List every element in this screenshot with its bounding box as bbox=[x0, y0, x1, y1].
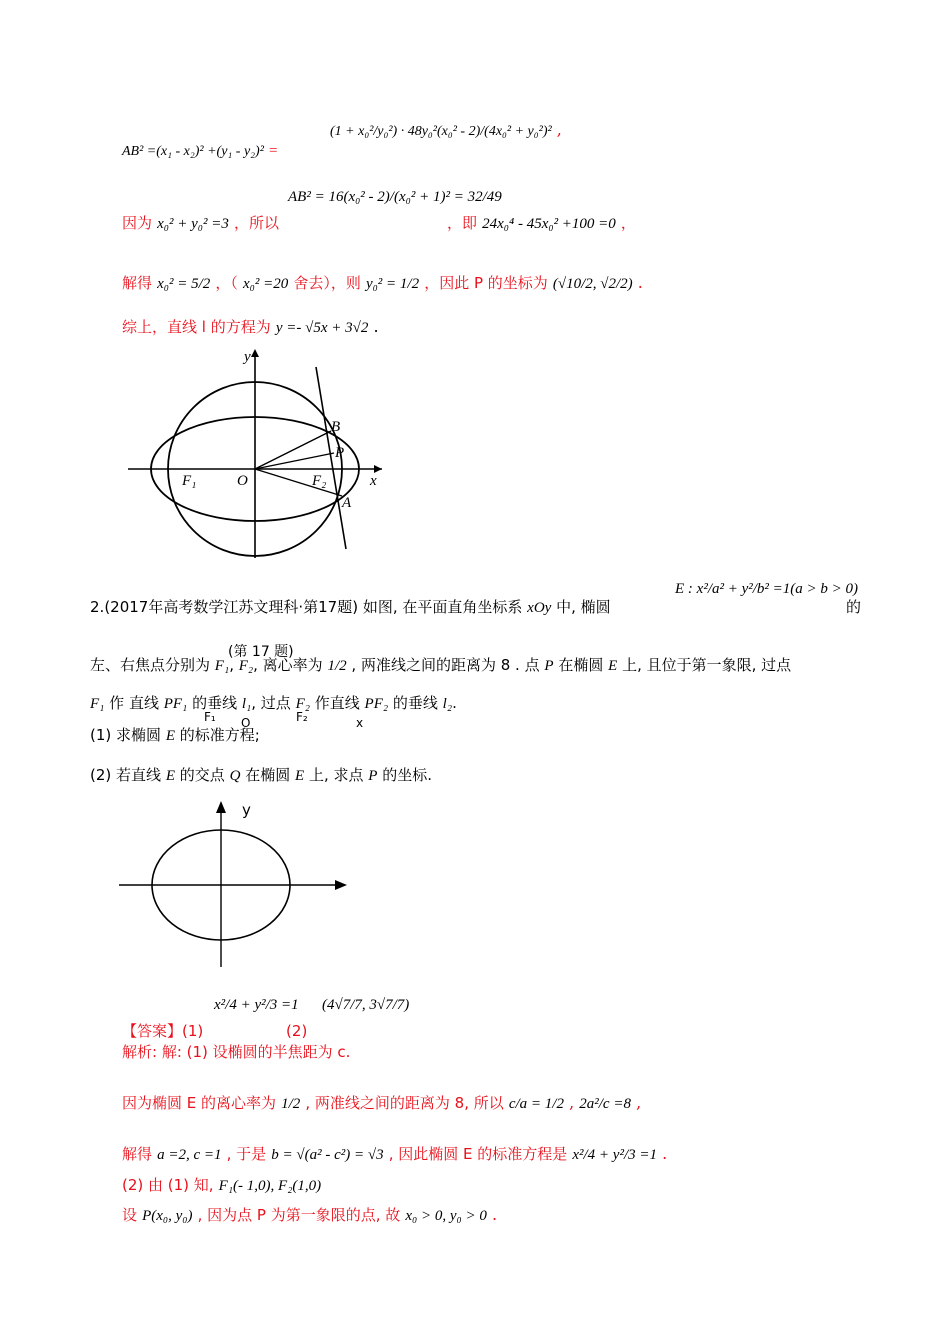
line-l2: l₂ bbox=[442, 696, 453, 712]
analysis-2-a: 因为椭圆 E 的离心率为 bbox=[122, 1094, 277, 1112]
hence-text: ，因此 P 的坐标为 bbox=[424, 274, 548, 292]
question-1 bbox=[90, 724, 260, 745]
question-2-e: E bbox=[165, 768, 175, 784]
quartic-eq: 24x₀⁴ - 45x₀² +100 =0 bbox=[482, 216, 616, 232]
figure2-label-y: y bbox=[242, 801, 251, 819]
analysis-4-foci: F₁(- 1,0), F₂(1,0) bbox=[218, 1178, 322, 1194]
problem-line3-c: , 过点 bbox=[251, 694, 291, 712]
answer-part2: (2) bbox=[286, 1022, 308, 1040]
analysis-2-b: , 两准线之间的距离为 8, 所以 bbox=[305, 1094, 504, 1112]
x0-squared-alt: x₀² =20 bbox=[242, 276, 289, 292]
question-2-b: 的交点 bbox=[179, 766, 225, 784]
x0-squared: x₀² = 5/2 bbox=[157, 276, 211, 292]
analysis-3-b: , 于是 bbox=[226, 1145, 267, 1163]
line3-f1: F₁ bbox=[90, 696, 105, 712]
analysis-5-b: , 因为点 P 为第一象限的点, 故 bbox=[197, 1206, 401, 1224]
question-1-e: E bbox=[165, 728, 175, 744]
figure1-label-b: B bbox=[331, 419, 341, 435]
solve-text: 解得 bbox=[122, 274, 153, 292]
figure1-label-f2: F₂ bbox=[312, 473, 327, 489]
problem-number: 2. bbox=[90, 598, 105, 616]
summary-line bbox=[122, 316, 379, 337]
ie-text: ，即 bbox=[447, 214, 478, 232]
analysis-3-b-eq: b = √(a² - c²) = √3 bbox=[271, 1147, 384, 1163]
coord-system: xOy bbox=[527, 600, 552, 616]
stray-label-o: O bbox=[241, 716, 251, 730]
ab-squared-rhs bbox=[330, 120, 562, 140]
summary-tail: . bbox=[373, 317, 379, 336]
ab-squared-equals: = bbox=[268, 143, 278, 159]
focus-f2: F₂ bbox=[238, 658, 254, 674]
question-1-a: (1) 求椭圆 bbox=[90, 726, 162, 744]
quartic-tail: ， bbox=[620, 214, 636, 232]
question-2-a: (2) 若直线 bbox=[90, 766, 162, 784]
figure-2-ellipse bbox=[115, 795, 355, 970]
ellipse-e: E bbox=[608, 658, 618, 674]
ab-squared-line bbox=[122, 140, 277, 160]
line-l1: l₁ bbox=[241, 696, 252, 712]
stray-label-f1: F₁ bbox=[204, 710, 216, 724]
analysis-3-a: 解得 bbox=[122, 1145, 153, 1163]
eccentricity: 1/2 bbox=[327, 658, 347, 674]
problem-comma: , bbox=[229, 656, 234, 674]
problem-intro-b: 中, 椭圆 bbox=[556, 598, 611, 616]
solve-line bbox=[122, 272, 643, 293]
figure1-segment-op bbox=[255, 453, 334, 469]
figure1-segment-ob bbox=[255, 431, 331, 469]
analysis-2-comma: , bbox=[569, 1093, 575, 1112]
because-line bbox=[122, 212, 279, 233]
analysis-3-c: , 因此椭圆 E 的标准方程是 bbox=[388, 1145, 568, 1163]
stray-label-x: x bbox=[356, 716, 364, 730]
figure2-y-arrow bbox=[216, 801, 226, 813]
analysis-5-a: 设 bbox=[122, 1206, 138, 1224]
ellipse-definition-eq: E : x²/a² + y²/b² =1(a > b > 0) bbox=[675, 581, 859, 597]
question-2-d: 上, 求点 bbox=[308, 766, 364, 784]
analysis-line-3 bbox=[122, 1143, 667, 1164]
constraint-eq: x₀² + y₀² =3 bbox=[157, 216, 229, 232]
ab-squared-lhs: AB² =(x₁ - x₂)² +(y₁ - y₂)² bbox=[122, 144, 264, 159]
problem-line3-f: . bbox=[452, 694, 457, 712]
point-p: P bbox=[544, 658, 554, 674]
summary-text: 综上，直线 l 的方程为 bbox=[122, 318, 271, 336]
problem-line-1 bbox=[90, 596, 611, 617]
answer-coord: (4√7/7, 3√7/7) bbox=[322, 997, 410, 1013]
analysis-4-a: (2) 由 (1) 知, bbox=[122, 1176, 214, 1194]
analysis-2-ecc: 1/2 bbox=[281, 1096, 301, 1112]
figure1-segment-oa bbox=[255, 469, 342, 496]
because-text: 因为 bbox=[122, 214, 153, 232]
analysis-line: 解析: 解: (1) 设椭圆的半焦距为 c. bbox=[122, 1043, 351, 1061]
problem-line3-b: 的垂线 bbox=[192, 694, 238, 712]
figure1-y-arrow bbox=[251, 349, 259, 357]
ab2-value-eq: AB² = 16(x₀² - 2)/(x₀² + 1)² = 32/49 bbox=[288, 189, 502, 205]
p-coordinate: (√10/2, √2/2) bbox=[552, 276, 633, 292]
figure-caption-overlap: (第 17 题) bbox=[228, 644, 294, 660]
analysis-3-eq: x²/4 + y²/3 =1 bbox=[572, 1147, 657, 1163]
figure1-label-f1: F₁ bbox=[182, 473, 197, 489]
discard-text: 舍去），则 bbox=[293, 274, 361, 292]
question-2-f: 的坐标. bbox=[382, 766, 432, 784]
line3-f2: F₂ bbox=[295, 696, 310, 712]
answer-eq1: x²/4 + y²/3 =1 bbox=[214, 997, 299, 1013]
analysis-5-tail: . bbox=[491, 1205, 498, 1224]
period: . bbox=[637, 273, 643, 292]
answer-tag: 【答案】 bbox=[122, 1022, 183, 1040]
problem-line-3 bbox=[90, 692, 457, 713]
problem-line2-d: 在椭圆 bbox=[558, 656, 604, 674]
analysis-2-eq1: c/a = 1/2 bbox=[508, 1096, 564, 1112]
question-1-b: 的标准方程; bbox=[179, 726, 260, 744]
ab-squared-comma: , bbox=[556, 120, 562, 139]
line-equation: y =- √5x + 3√2 bbox=[275, 320, 369, 336]
figure-1-ellipse-circle bbox=[120, 345, 390, 560]
ellipse-definition bbox=[675, 578, 858, 598]
focus-f1: F₁ bbox=[214, 658, 230, 674]
ab-squared-rhs-expr: (1 + x₀²/y₀²) · 48y₀²(x₀² - 2)/(4x₀² + y₀²)² bbox=[330, 124, 552, 139]
problem-line2-a: 左、右焦点分别为 bbox=[90, 656, 211, 674]
answer-equation-1 bbox=[214, 994, 299, 1014]
problem-line3-a: 作 直线 bbox=[109, 694, 159, 712]
figure1-x-arrow bbox=[374, 465, 382, 473]
quartic-line bbox=[447, 212, 636, 233]
question-2-p: P bbox=[368, 768, 378, 784]
problem-intro-a: 如图, 在平面直角坐标系 bbox=[362, 598, 523, 616]
answer-line bbox=[122, 1020, 307, 1041]
answer-coordinate bbox=[322, 994, 409, 1014]
figure1-label-x: x bbox=[370, 473, 377, 489]
analysis-3-tail: . bbox=[662, 1144, 668, 1163]
figure1-label-y: y bbox=[244, 349, 251, 365]
segment-pf2: PF₂ bbox=[364, 696, 389, 712]
so-text: ，所以 bbox=[233, 214, 279, 232]
figure1-label-p: P bbox=[335, 445, 345, 461]
figure2-x-arrow bbox=[335, 880, 347, 890]
problem-source: (2017年高考数学江苏文理科·第17题) bbox=[104, 598, 359, 616]
problem-line3-e: 的垂线 bbox=[392, 694, 438, 712]
analysis-2-eq2: 2a²/c =8 bbox=[579, 1096, 631, 1112]
question-2-c: 在椭圆 bbox=[245, 766, 291, 784]
segment-pf1: PF₁ bbox=[163, 696, 188, 712]
analysis-line-5 bbox=[122, 1204, 497, 1225]
figure1-label-o: O bbox=[237, 473, 248, 489]
problem-line2-b: , 离心率为 bbox=[253, 656, 323, 674]
paren-open: ，（ bbox=[215, 274, 238, 292]
analysis-5-p: P(x₀, y₀) bbox=[142, 1208, 193, 1224]
problem-intro-c: 的 bbox=[846, 598, 862, 616]
y0-squared: y₀² = 1/2 bbox=[365, 276, 420, 292]
problem-line-2 bbox=[90, 654, 791, 675]
problem-line2-e: 上, 且位于第一象限, 过点 bbox=[622, 656, 792, 674]
ab2-value bbox=[288, 186, 502, 206]
analysis-2-tail: , bbox=[636, 1093, 642, 1112]
analysis-line-2 bbox=[122, 1092, 641, 1113]
analysis-line-4 bbox=[122, 1174, 321, 1195]
problem-line3-d: 作直线 bbox=[314, 694, 360, 712]
stray-label-f2: F₂ bbox=[296, 710, 308, 724]
analysis-5-cond: x₀ > 0, y₀ > 0 bbox=[405, 1208, 487, 1224]
figure1-label-a: A bbox=[342, 495, 352, 511]
question-2-q: Q bbox=[229, 768, 241, 784]
question-2 bbox=[90, 764, 432, 785]
problem-line2-c: , 两准线之间的距离为 8 . 点 bbox=[351, 656, 540, 674]
question-2-e2: E bbox=[294, 768, 305, 784]
answer-part1: (1) bbox=[182, 1022, 204, 1040]
analysis-3-vals: a =2, c =1 bbox=[157, 1147, 222, 1163]
